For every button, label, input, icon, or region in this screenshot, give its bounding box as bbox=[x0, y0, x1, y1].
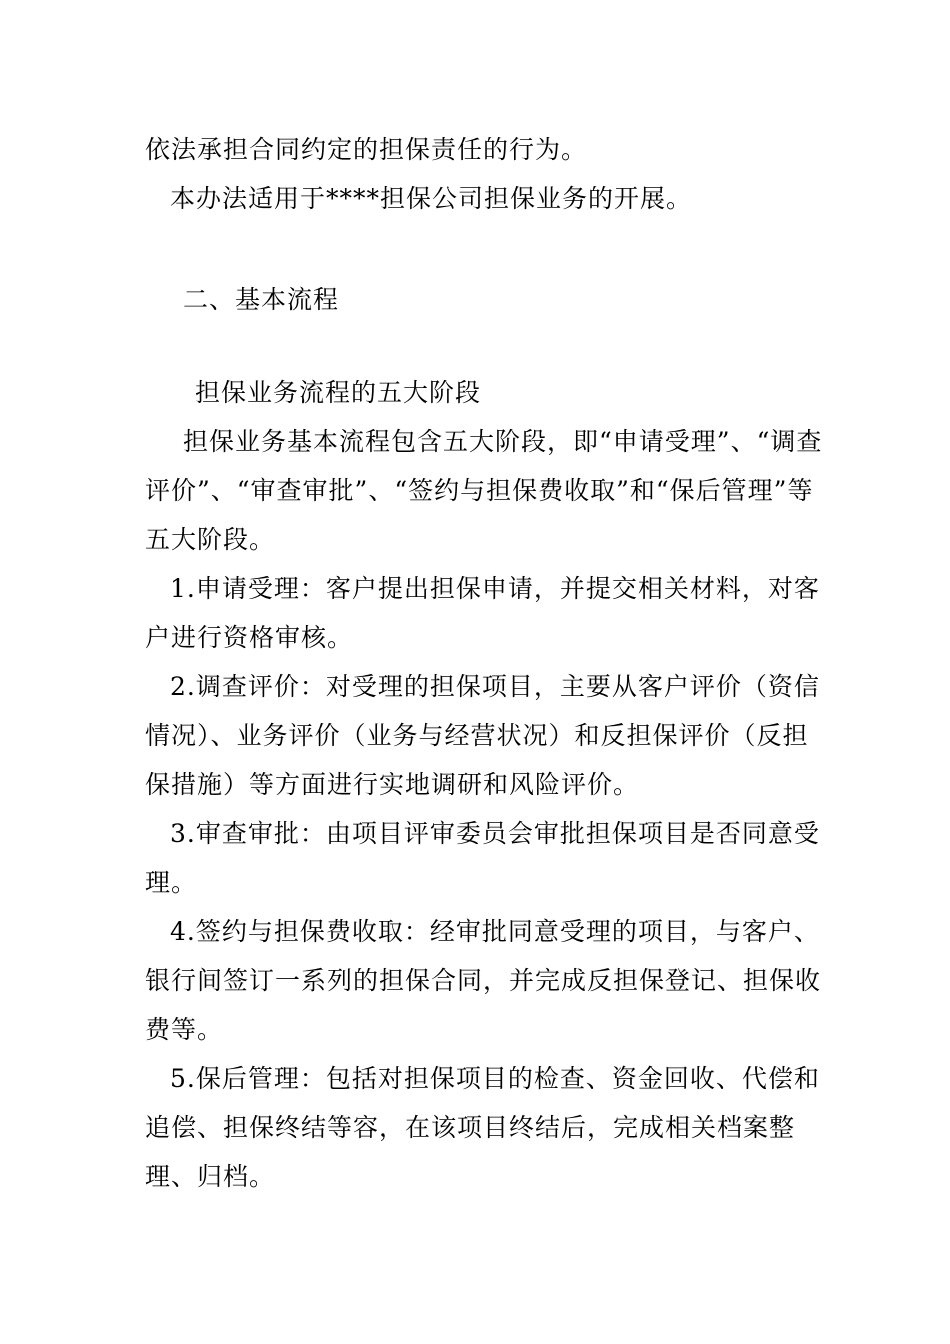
list-item-step-5: 5.保后管理：包括对担保项目的检查、资金回收、代偿和追偿、担保终结等容，在该项目终结后，完成相关档案整理、归档。 bbox=[145, 1064, 820, 1191]
paragraph-continuation: 依法承担合同约定的担保责任的行为。 bbox=[145, 135, 588, 164]
document-body bbox=[145, 125, 825, 1201]
spacer bbox=[145, 223, 825, 275]
list-item-step-1: 1.申请受理：客户提出担保申请，并提交相关材料，对客户进行资格审核。 bbox=[145, 574, 820, 652]
list-item-step-4: 4.签约与担保费收取：经审批同意受理的项目，与客户、银行间签订一系列的担保合同，并完成反担保登记、担保收费等。 bbox=[145, 917, 822, 1044]
subheading-stages: 担保业务流程的五大阶段 bbox=[195, 378, 482, 407]
paragraph-scope: 本办法适用于****担保公司担保业务的开展。 bbox=[170, 184, 693, 213]
list-item-step-2: 2.调查评价：对受理的担保项目，主要从客户评价（资信情况）、业务评价（业务与经营状况）和反担保评价（反担保措施）等方面进行实地调研和风险评价。 bbox=[145, 672, 820, 799]
section-heading: 二、基本流程 bbox=[183, 285, 340, 314]
spacer bbox=[145, 324, 825, 368]
list-item-step-3: 3.审查审批：由项目评审委员会审批担保项目是否同意受理。 bbox=[145, 819, 820, 897]
paragraph-stages-intro: 担保业务基本流程包含五大阶段，即“申请受理”、“调查评价”、“审查审批”、“签约与担保费收取”和“保后管理”等五大阶段。 bbox=[145, 427, 823, 554]
